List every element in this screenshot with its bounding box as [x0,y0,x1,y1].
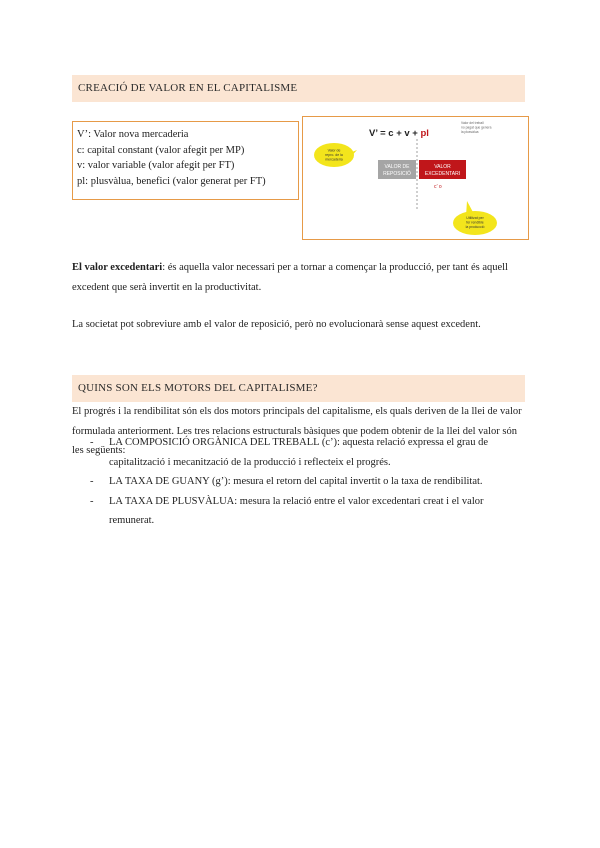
legend-line: v: valor variable (valor afegit per FT) [77,160,235,171]
formula-pl: pl [420,128,429,139]
legend-line: pl: plusvàlua, benefici (valor generat per FT) [77,175,266,187]
bullet-marker: - [90,437,94,448]
list-item-text: LA TAXA DE GUANY (g’): mesura el retorn del capital invertit o la taxa de rendibilitat. [109,476,483,487]
legend-line: c: capital constant (valor afegit per MP) [77,144,245,156]
speech-bubble-right [453,201,497,235]
list-item [90,433,527,472]
bar-right-line: VALOR [434,164,451,170]
bar-left-line: REPOSICIÓ [383,171,411,177]
paragraph-text: : és aquella valor necessari per a tornar a començar la producció, per tant és aquell excedent que serà invertit en la productivitat. [72,262,508,293]
term-bold: El valor excedentari [72,262,163,273]
list-item [90,472,527,492]
top-note-line: la plusvàlua [461,130,479,134]
bar-right-line: EXCEDENTARI [424,171,461,177]
list-item-text: LA TAXA DE PLUSVÀLUA: mesura la relació entre el valor excedentari creat i el valor remunerat. [109,495,484,526]
value-diagram [302,116,529,240]
speech-bubble-left [314,143,357,167]
paragraph-motors: El progrés i la rendibilitat són els dos motors principals del capitalisme, els quals deriven de la llei de valor formulada anteriorment. Les tres relacions estructurals bàsiques que podem obtenir de la llei del valor són les següents: [72,406,522,456]
paragraph-societat: La societat pot sobreviure amb el valor de reposició, però no evolucionarà sense aquest excedent. [72,319,481,330]
top-note [461,121,492,134]
bubble-left-line: Valor de [327,148,341,153]
bullet-marker: - [90,476,94,487]
bubble-left-line: mercaderia [325,157,343,162]
formula-main: V’ = c + v + [369,128,421,139]
value-diagram-svg [303,117,527,238]
bubble-right-line: fer rendible [466,220,484,225]
section-header-motors [72,375,525,402]
top-note-line: Valor del treball [461,121,484,125]
bullet-marker: - [90,495,94,507]
bullet-list [90,433,527,531]
section-title: CREACIÓ DE VALOR EN EL CAPITALISME [78,82,298,94]
legend-box [72,121,299,200]
paragraph-valor-excedentari [72,258,527,298]
svg-text:V’ = c + v + pl [369,128,429,139]
bubble-right-line: Utilitzat per [466,216,484,220]
list-item-text: LA COMPOSICIÓ ORGÀNICA DEL TREBALL (c’): aquesta relació expressa el grau de capitalització i mecanització de la producció i reflecteix el progrés. [109,437,488,468]
list-item [90,492,527,531]
below-label: c’ o [434,184,442,190]
bubble-left-line: repro. de la [325,153,343,157]
legend-line: V’: Valor nova mercaderia [77,129,189,140]
bar-left-line: VALOR DE [384,164,410,170]
section-header-creacio [72,75,525,102]
section-title: QUINS SON ELS MOTORS DEL CAPITALISME? [78,382,318,394]
bubble-right-line: la producció [465,225,485,229]
top-note-line: no pagat que genera [461,125,492,130]
